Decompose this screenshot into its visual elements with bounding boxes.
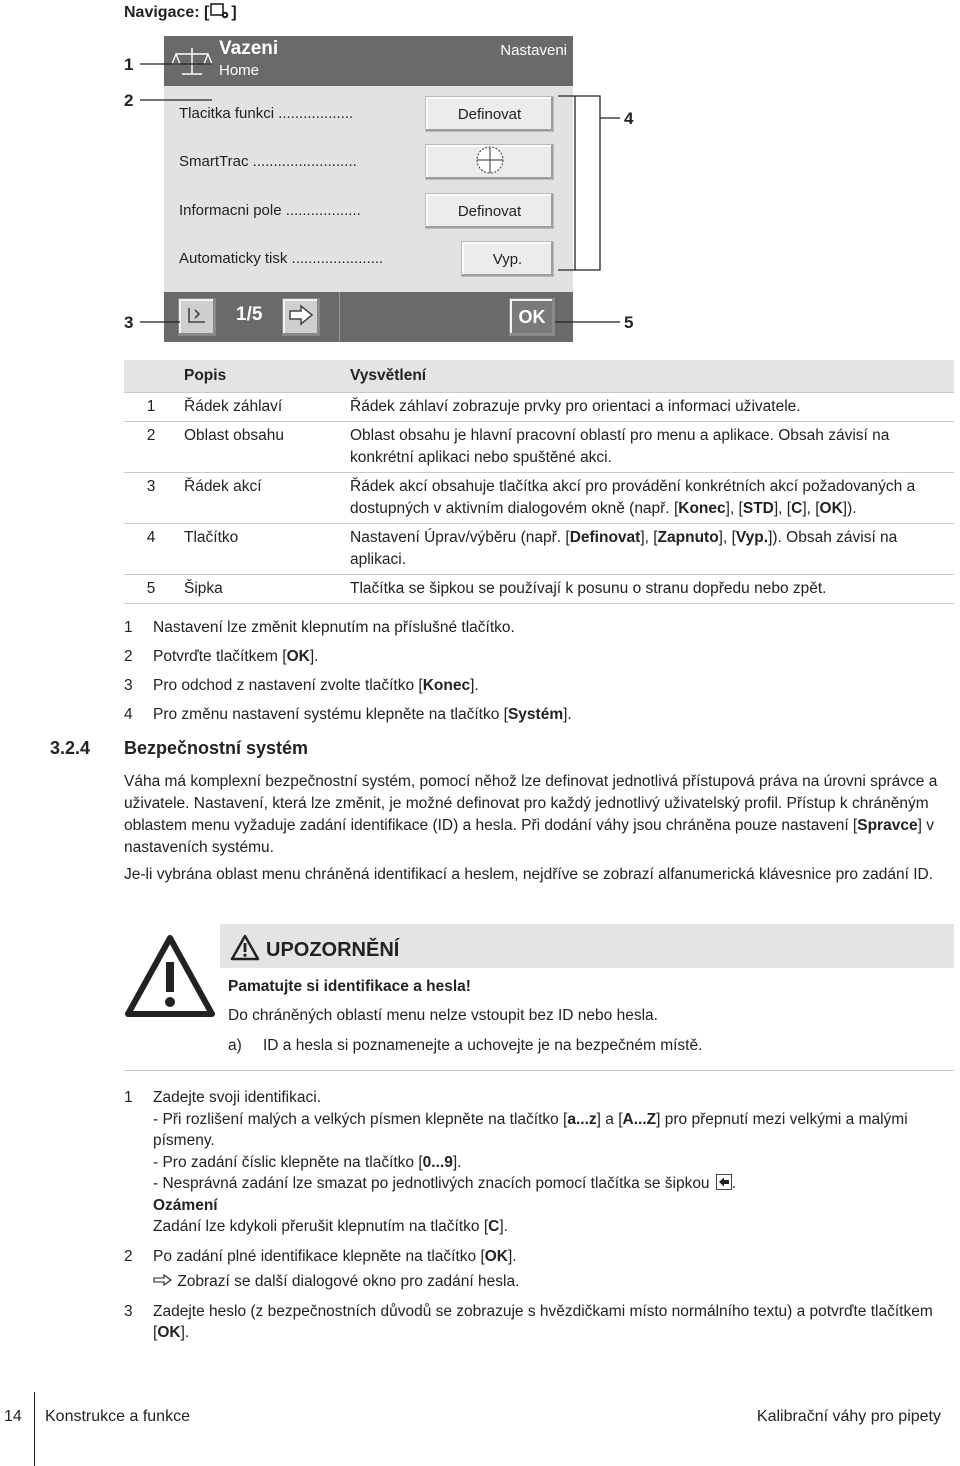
section-number: 3.2.4 xyxy=(50,738,91,758)
row-auto-print-label: Automaticky tisk ...................... xyxy=(179,250,384,267)
callout-2: 2 xyxy=(124,91,134,110)
define-info-field-button[interactable]: Definovat xyxy=(425,193,554,229)
section-title: Bezpečnostní systém xyxy=(124,738,309,758)
table-row: 2 Oblast obsahu Oblast obsahu je hlavní pracovní oblastí pro menu a aplikace. Obsah závisí na konkrétní aplikaci nebo spuštěné akci. xyxy=(124,422,954,473)
page-number: 14 xyxy=(4,1408,22,1425)
list-item: 2 Po zadání plné identifikace klepněte na tlačítko [OK]. Zobrazí se další dialogové okno pro zadání hesla. xyxy=(124,1247,520,1290)
auto-print-off-button[interactable]: Vyp. xyxy=(461,241,554,277)
warning-small-icon xyxy=(230,934,260,967)
callout-5: 5 xyxy=(624,313,634,332)
warning-item: a) ID a hesla si poznamenejte a uchovejte je na bezpečném místě. xyxy=(228,1037,703,1054)
device-subtitle: Home xyxy=(219,62,260,79)
ok-button[interactable]: OK xyxy=(509,298,555,336)
steps-list xyxy=(124,613,954,729)
device-title: Vazeni xyxy=(219,38,279,59)
table-row: 1 Řádek záhlaví Řádek záhlaví zobrazuje prvky pro orientaci a informaci uživatele. xyxy=(124,393,954,422)
list-item: 3 Pro odchod z nastavení zvolte tlačítko [Konec]. xyxy=(124,677,479,694)
callout-1: 1 xyxy=(124,55,134,74)
section-paragraph-1: Váha má komplexní bezpečnostní systém, pomocí něhož lze definovat jednotlivá přístupová práva na úrovni správce a uživatele. Nastavení, která lze změnit, je možné definovat pro každý jednotlivý uživatelský profil. Přístup k chráněným oblastem menu vyžaduje zadání identifikace (ID) a hesla. Při dodání váhy jsou chráněna pouze nastavení [Spravce] v nastaveních systému. xyxy=(124,773,938,856)
warning-text: Do chráněných oblastí menu nelze vstoupit bez ID nebo hesla. xyxy=(228,1007,658,1024)
list-item: 3 Zadejte heslo (z bezpečnostních důvodů se zobrazuje s hvězdičkami místo normálního textu) a potvrďte tlačítkem [OK]. xyxy=(124,1302,933,1341)
footer-divider xyxy=(34,1392,35,1466)
callout-3: 3 xyxy=(124,313,134,332)
navigation-heading: Navigace: [ ] xyxy=(124,2,237,25)
legend-table xyxy=(124,360,954,604)
warning-triangle-icon xyxy=(124,934,216,1023)
row-smarttrac-label: SmartTrac ......................... xyxy=(179,153,357,170)
footer-product: Kalibrační váhy pro pipety xyxy=(756,1408,941,1425)
callout-lines xyxy=(0,0,960,360)
row-info-field-label: Informacni pole .................. xyxy=(179,202,361,219)
divider xyxy=(124,1070,954,1071)
header-popis: Popis xyxy=(178,360,344,393)
row-function-keys-label: Tlacitka funkci .................. xyxy=(179,105,354,122)
list-item: 1 Nastavení lze změnit klepnutím na příslušné tlačítko. xyxy=(124,619,515,636)
warning-title: UPOZORNĚNÍ xyxy=(230,934,399,967)
warning-subtitle: Pamatujte si identifikace a hesla! xyxy=(228,978,471,995)
section-paragraph-2: Je-li vybrána oblast menu chráněná identifikací a heslem, nejdříve se zobrazí alfanumerická klávesnice pro zadání ID. xyxy=(124,866,933,883)
table-row: 4 Tlačítko Nastavení Úprav/výběru (např. [Definovat], [Zapnuto], [Vyp.]). Obsah závisí na aplikaci. xyxy=(124,524,954,575)
table-header-row xyxy=(124,360,954,393)
list-item: 2 Potvrďte tlačítkem [OK]. xyxy=(124,648,319,665)
callout-4: 4 xyxy=(624,109,634,128)
define-function-keys-button[interactable]: Definovat xyxy=(425,96,554,132)
list-item: 4 Pro změnu nastavení systému klepněte na tlačítko [Systém]. xyxy=(124,706,572,723)
device-settings-label: Nastaveni xyxy=(500,42,567,59)
header-vysvetleni: Vysvětlení xyxy=(344,360,954,393)
footer-chapter: Konstrukce a funkce xyxy=(45,1408,190,1425)
table-row: 3 Řádek akcí Řádek akcí obsahuje tlačítka akcí pro provádění konkrétních akcí požadovaných a dostupných v aktivním dialogovém okně (např. [Konec], [STD], [C], [OK]). xyxy=(124,473,954,524)
result-arrow-icon xyxy=(153,1273,173,1290)
backspace-arrow-icon xyxy=(716,1174,732,1190)
procedure-list xyxy=(124,1087,954,1352)
page-indicator: 1/5 xyxy=(236,304,263,325)
list-item: 1 Zadejte svoji identifikaci. - Při rozlišení malých a velkých písmen klepněte na tlačítko [a...z] a [A...Z] pro přepnutí mezi velkými a malými písmeny. - Pro zadání číslic klepněte na tlačítko [0...9]. - Nesprávná zadání lze smazat po jednotlivých znacích pomocí tlačítka se šipkou . Ozámení Zadání lze kdykoli přerušit klepnutím na tlačítko [C]. xyxy=(124,1089,908,1235)
table-row: 5 Šipka Tlačítka se šipkou se používají k posunu o stranu dopředu nebo zpět. xyxy=(124,575,954,604)
